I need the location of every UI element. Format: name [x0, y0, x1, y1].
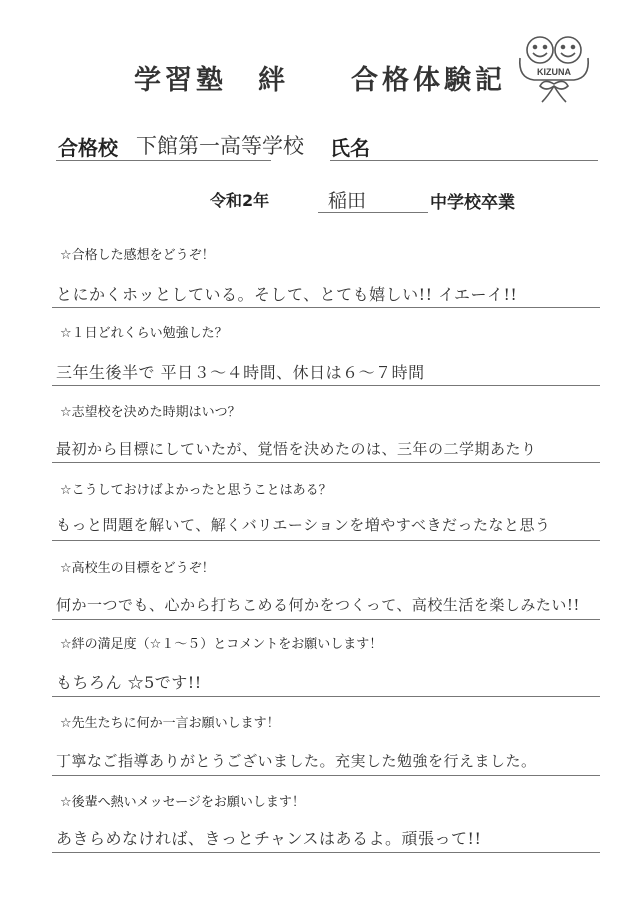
era-label: 令和2年 [210, 191, 270, 210]
question-2: ☆１日どれくらい勉強した？ [60, 326, 228, 341]
question-1: ☆合格した感想をどうぞ！ [60, 248, 215, 263]
answer-line-8 [52, 852, 600, 853]
answer-3: 最初から目標にしていたが、覚悟を決めたのは、三年の二学期あたり [56, 440, 537, 458]
answer-line-2 [52, 385, 600, 386]
answer-6: もちろん ☆5です!! [56, 673, 202, 692]
answer-line-6 [52, 696, 600, 697]
answer-line-7 [52, 775, 600, 776]
answer-4: もっと問題を解いて、解くバリエーションを増やすべきだったなと思う [56, 516, 551, 534]
kizuna-logo [512, 28, 602, 108]
graduation-label: 中学校卒業 [430, 193, 515, 213]
school-value: 下館第一高等学校 [136, 134, 304, 158]
question-5: ☆高校生の目標をどうぞ！ [60, 561, 215, 576]
school-underline [56, 160, 271, 161]
answer-5: 何か一つでも、心から打ちこめる何かをつくって、高校生活を楽しみたい!! [56, 596, 580, 614]
question-3: ☆志望校を決めた時期はいつ？ [60, 405, 241, 420]
school-label: 合格校 [58, 136, 118, 160]
name-label: 氏名 [330, 136, 370, 160]
answer-1: とにかくホッとしている。そして、とても嬉しい!! イエーイ!! [56, 285, 518, 304]
answer-line-3 [52, 462, 600, 463]
answer-8: あきらめなければ、きっとチャンスはあるよ。頑張って!! [56, 829, 482, 848]
question-7: ☆先生たちに何か一言お願いします！ [60, 716, 280, 731]
answer-line-4 [52, 540, 600, 541]
answer-line-1 [52, 307, 600, 308]
answer-2: 三年生後半で 平日３～４時間、休日は６～７時間 [56, 363, 425, 382]
middle-school-underline [318, 212, 428, 213]
question-6: ☆絆の満足度（☆１～５）とコメントをお願いします！ [60, 637, 383, 652]
answer-7: 丁寧なご指導ありがとうございました。充実した勉強を行えました。 [56, 752, 537, 770]
question-8: ☆後輩へ熱いメッセージをお願いします！ [60, 795, 305, 810]
answer-line-5 [52, 619, 600, 620]
svg-text:KIZUNA: KIZUNA [537, 67, 571, 77]
page-title: 学習塾 絆 合格体験記 [134, 65, 506, 96]
middle-school-name: 稲田 [328, 190, 367, 212]
name-underline [330, 160, 598, 161]
question-4: ☆こうしておけばよかったと思うことはある？ [60, 483, 332, 498]
